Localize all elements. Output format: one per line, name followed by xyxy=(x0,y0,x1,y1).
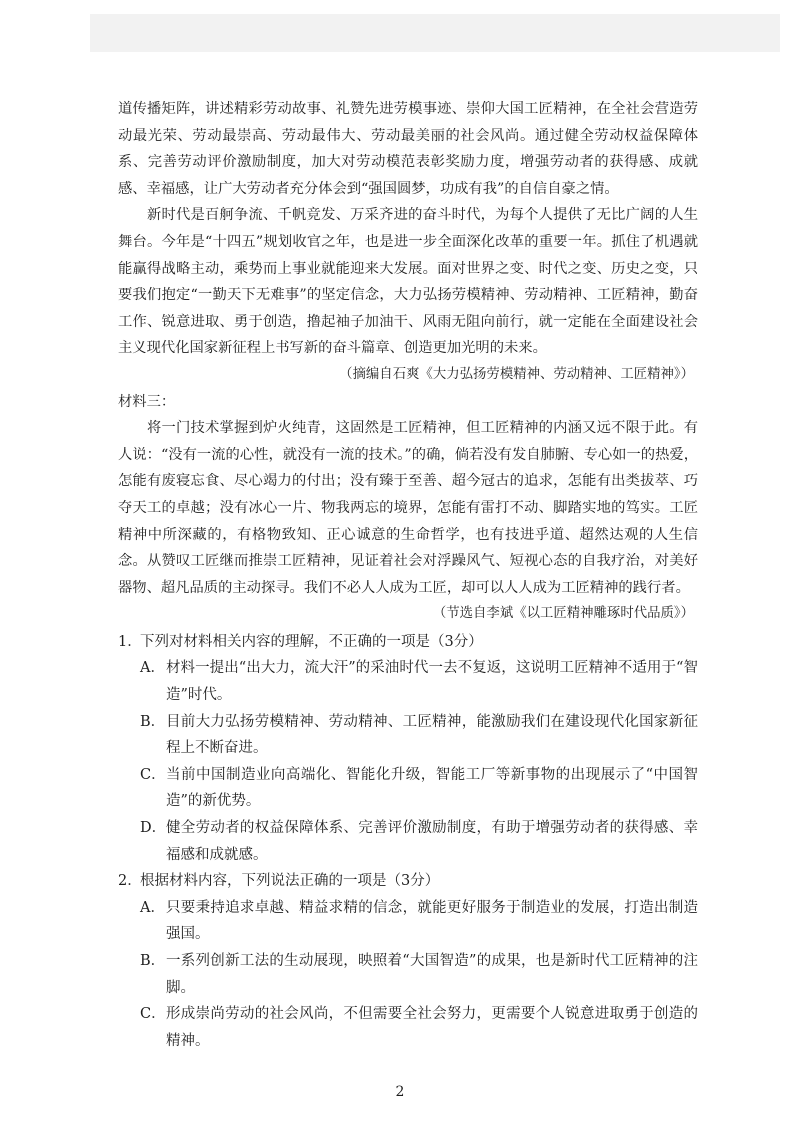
option-letter: D． xyxy=(140,820,167,837)
question-1-option-a xyxy=(140,655,698,708)
question-1-option-d xyxy=(140,815,698,868)
material-2-paragraph: 新时代是百舸争流、千帆竞发、万采齐进的奋斗时代，为每个人提供了无比广阔的人生舞台。今年是“十四五”规划收官之年，也是进一步全面深化改革的重要一年。抓住了机遇就能赢得战略主动，乘势而上事业就能迎来大发展。面对世界之变、时代之变、历史之变，只要我们抱定“一勤天下无难事”的坚定信念，大力弘扬劳模精神、劳动精神、工匠精神，勤奋工作、锐意进取、勇于创造，撸起袖子加油干、风雨无阻向前行，就一定能在全面建设社会主义现代化国家新征程上书写新的奋斗篇章、创造更加光明的未来。 xyxy=(118,207,698,357)
material-3-source: （节选自李斌《以工匠精神雕琢时代品质》） xyxy=(432,606,694,622)
option-letter: A． xyxy=(140,660,165,677)
option-letter: C． xyxy=(140,766,166,783)
question-2-option-c xyxy=(140,1001,698,1054)
option-text: 当前中国制造业向高端化、智能化升级，智能工厂等新事物的出现展示了“中国智造”的新优势。 xyxy=(166,766,698,810)
option-letter: A． xyxy=(140,899,165,916)
question-1-option-b xyxy=(140,709,698,762)
question-number: 1． xyxy=(118,633,142,650)
option-text: 一系列创新工法的生动展现，映照着“大国智造”的成果，也是新时代工匠精神的注脚。 xyxy=(166,953,698,996)
material-2-paragraph-cont: 道传播矩阵，讲述精彩劳动故事、礼赞先进劳模事迹、崇仰大国工匠精神，在全社会营造劳动最光荣、劳动最崇高、劳动最伟大、劳动最美丽的社会风尚。通过健全劳动权益保障体系、完善劳动评价激励制度，加大对劳动模范表彰奖励力度，增强劳动者的获得感、成就感、幸福感，让广大劳动者充分体会到“强国圆梦，功成有我”的自信自豪之情。 xyxy=(118,101,698,197)
question-2 xyxy=(118,868,698,1054)
question-number: 2． xyxy=(118,873,142,890)
page-content xyxy=(118,96,698,1054)
option-letter: B． xyxy=(140,953,166,969)
page-number: 2 xyxy=(395,1084,405,1100)
question-1-option-c xyxy=(140,762,698,815)
question-stem: 下列对材料相关内容的理解，不正确的一项是（3分） xyxy=(140,633,483,650)
question-stem: 根据材料内容，下列说法正确的一项是（3分） xyxy=(140,873,440,890)
question-2-option-a xyxy=(140,895,698,948)
material-3-heading: 材料三： xyxy=(118,393,176,410)
material-3-paragraph: 将一门技术掌握到炉火纯青，这固然是工匠精神，但工匠精神的内涵又远不限于此。有人说：“没有一流的心性，就没有一流的技术。”的确，倘若没有发自肺腑、专心如一的热爱，怎能有废寝忘食、尽心竭力的付出；没有臻于至善、超今冠古的追求，怎能有出类拔萃、巧夺天工的卓越；没有冰心一片、物我两忘的境界，怎能有雷打不动、脚踏实地的笃实。工匠精神中所深藏的，有格物致知、正心诚意的生命哲学，也有技进乎道、超然达观的人生信念。从赞叹工匠继而推崇工匠精神，见证着社会对浮躁风气、短视心态的自我疗治，对美好器物、超凡品质的主动探寻。我们不必人人成为工匠，却可以人人成为工匠精神的践行者。 xyxy=(118,420,698,596)
scan-header-band xyxy=(90,14,780,52)
option-letter: B． xyxy=(140,713,166,730)
question-list xyxy=(118,629,698,1055)
option-letter: C． xyxy=(140,1006,166,1023)
question-1 xyxy=(118,629,698,868)
option-text: 目前大力弘扬劳模精神、劳动精神、工匠精神，能激励我们在建设现代化国家新征程上不断奋进。 xyxy=(166,713,698,757)
option-text: 材料一提出“出大力，流大汗”的采油时代一去不复返，这说明工匠精神不适用于“智造”时代。 xyxy=(166,660,698,704)
question-2-option-b xyxy=(140,948,698,1001)
option-text: 健全劳动者的权益保障体系、完善评价激励制度，有助于增强劳动者的获得感、幸福感和成就感。 xyxy=(166,820,698,863)
option-text: 形成崇尚劳动的社会风尚，不但需要全社会努力，更需要个人锐意进取勇于创造的精神。 xyxy=(166,1006,698,1049)
option-text: 只要秉持追求卓越、精益求精的信念，就能更好服务于制造业的发展，打造出制造强国。 xyxy=(166,899,698,943)
material-2-source: （摘编自石爽《大力弘扬劳模精神、劳动精神、工匠精神》） xyxy=(339,366,694,382)
